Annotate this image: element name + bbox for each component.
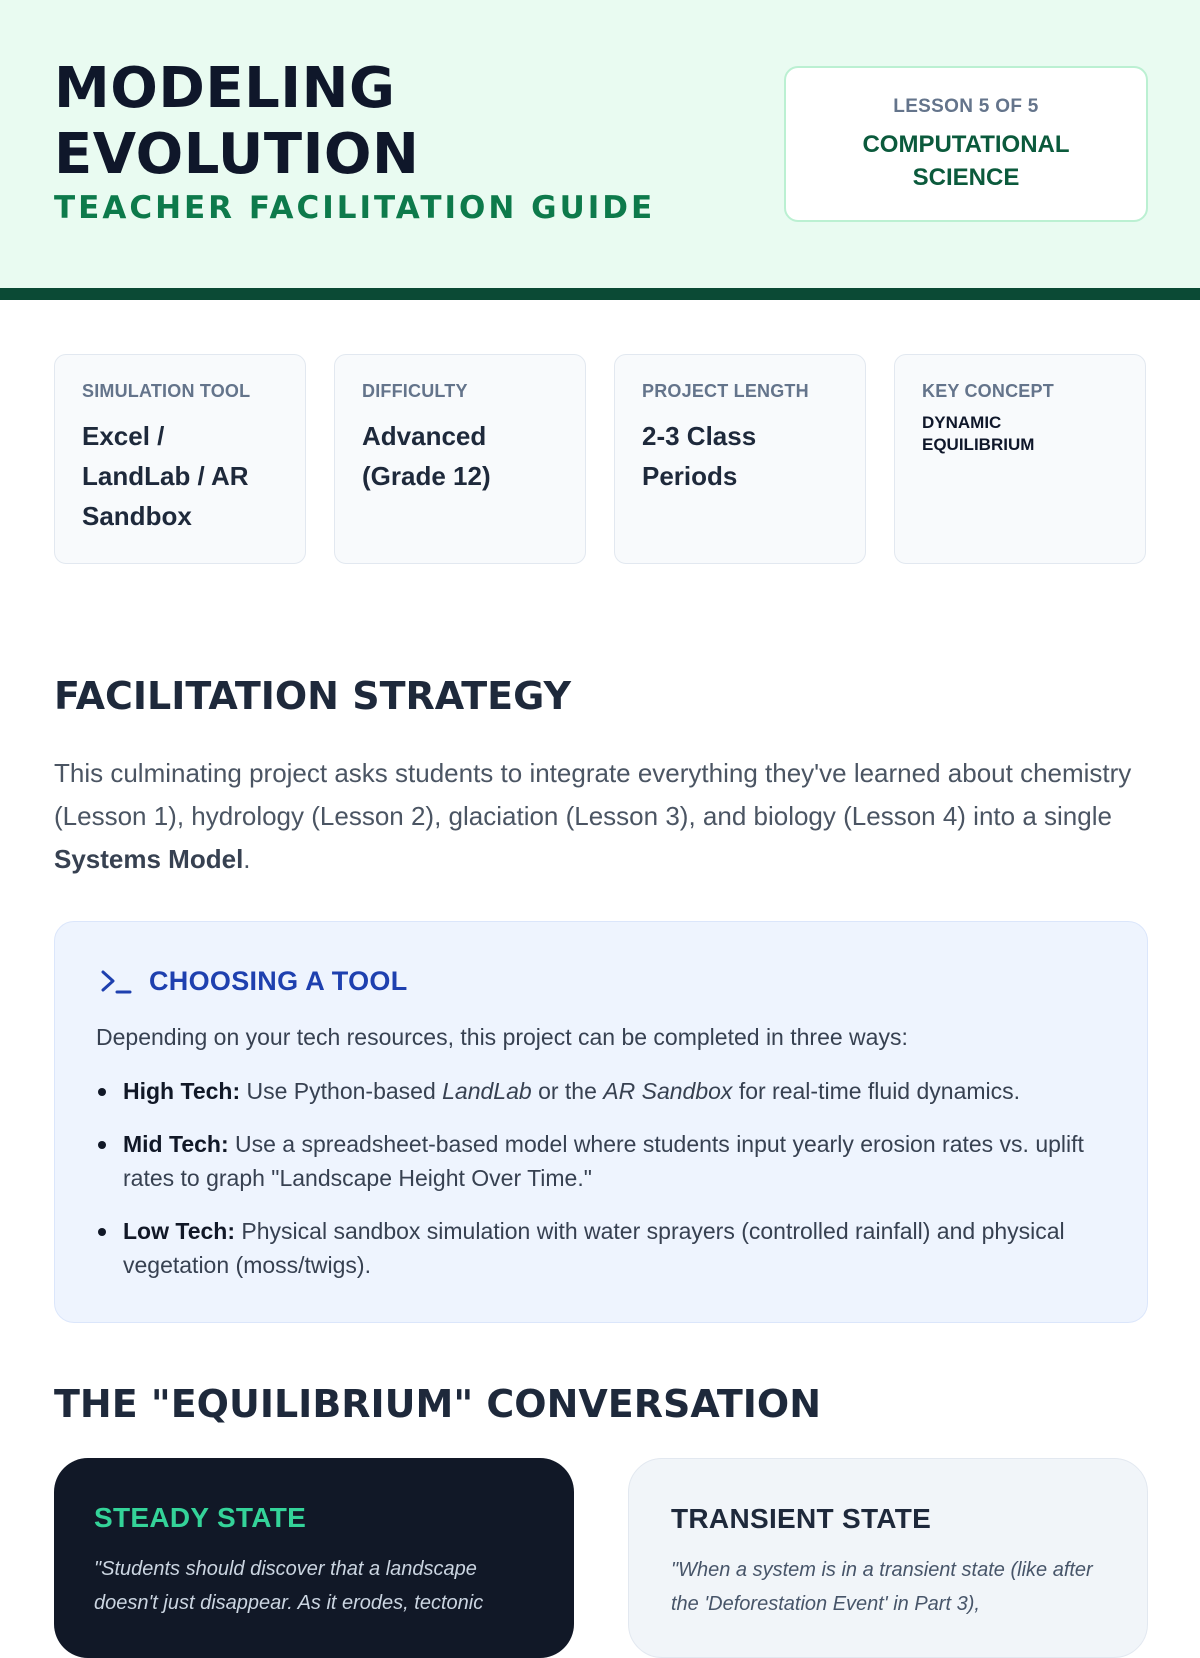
tool-options-list [96, 1074, 1116, 1301]
stat-card-difficulty [334, 354, 586, 564]
card-quote: "When a system is in a transient state (like after the 'Deforestation Event' in Part 3), [671, 1559, 1093, 1615]
item-text: for real-time fluid dynamics. [732, 1078, 1021, 1104]
callout-title: CHOOSING A TOOL [149, 966, 408, 996]
list-item-mid-tech [96, 1127, 1116, 1195]
strategy-intro [54, 752, 1154, 881]
steady-state-card [54, 1458, 574, 1658]
bullet-icon [98, 1141, 106, 1149]
item-label: Mid Tech: [123, 1131, 229, 1157]
item-label: High Tech: [123, 1078, 241, 1104]
card-quote: "Students should discover that a landscape doesn't just disappear. As it erodes, tectonic [94, 1558, 484, 1614]
stat-card-simulation-tool [54, 354, 306, 564]
stat-label: KEY CONCEPT [922, 381, 1054, 401]
lesson-badge [784, 66, 1148, 222]
item-italic: LandLab [442, 1078, 532, 1104]
stat-label: DIFFICULTY [362, 381, 468, 401]
transient-state-card [628, 1458, 1148, 1658]
section-heading-strategy: FACILITATION STRATEGY [54, 674, 571, 718]
stat-value: Advanced (Grade 12) [362, 421, 491, 491]
page-title [54, 56, 419, 188]
callout-intro: Depending on your tech resources, this project can be completed in three ways: [96, 1024, 908, 1050]
bullet-icon [98, 1228, 106, 1236]
stat-value: Excel / LandLab / AR Sandbox [82, 421, 249, 531]
card-title: TRANSIENT STATE [671, 1503, 932, 1534]
intro-end: . [243, 844, 251, 874]
card-title: STEADY STATE [94, 1502, 307, 1533]
page-subtitle: TEACHER FACILITATION GUIDE [54, 190, 656, 226]
stat-value: DYNAMIC EQUILIBRIUM [922, 413, 1035, 454]
terminal-icon [99, 967, 133, 997]
item-text: Use a spreadsheet-based model where students input yearly erosion rates vs. uplift rates to graph "Landscape Height Over Time." [123, 1131, 1084, 1191]
stat-label: PROJECT LENGTH [642, 381, 809, 401]
title-line-1: MODELING [54, 56, 396, 121]
item-label: Low Tech: [123, 1218, 236, 1244]
item-text: Physical sandbox simulation with water sprayers (controlled rainfall) and physical vegetation (moss/twigs). [123, 1218, 1065, 1278]
stat-card-project-length [614, 354, 866, 564]
title-line-2: EVOLUTION [54, 122, 420, 187]
section-heading-equilibrium: THE "EQUILIBRIUM" CONVERSATION [54, 1382, 821, 1426]
stat-label: SIMULATION TOOL [82, 381, 251, 401]
stat-value: 2-3 Class Periods [642, 421, 757, 491]
lesson-topic: COMPUTATIONAL SCIENCE [862, 131, 1070, 191]
callout-header [99, 966, 408, 997]
intro-bold: Systems Model [54, 844, 244, 874]
intro-text: This culminating project asks students to integrate everything they've learned about chemistry (Lesson 1), hydrology (Lesson 2), glaciation (Lesson 3), and biology (Lesson 4) into a single [54, 758, 1132, 831]
bullet-icon [98, 1088, 106, 1096]
list-item-low-tech [96, 1214, 1116, 1282]
stat-card-key-concept [894, 354, 1146, 564]
lesson-number: LESSON 5 OF 5 [893, 96, 1039, 117]
item-text: or the [531, 1078, 604, 1104]
item-text: Use Python-based [240, 1078, 443, 1104]
item-italic: AR Sandbox [603, 1078, 733, 1104]
header-divider [0, 288, 1200, 300]
list-item-high-tech [96, 1074, 1116, 1108]
choosing-tool-callout [54, 921, 1148, 1323]
page-header [0, 0, 1200, 300]
